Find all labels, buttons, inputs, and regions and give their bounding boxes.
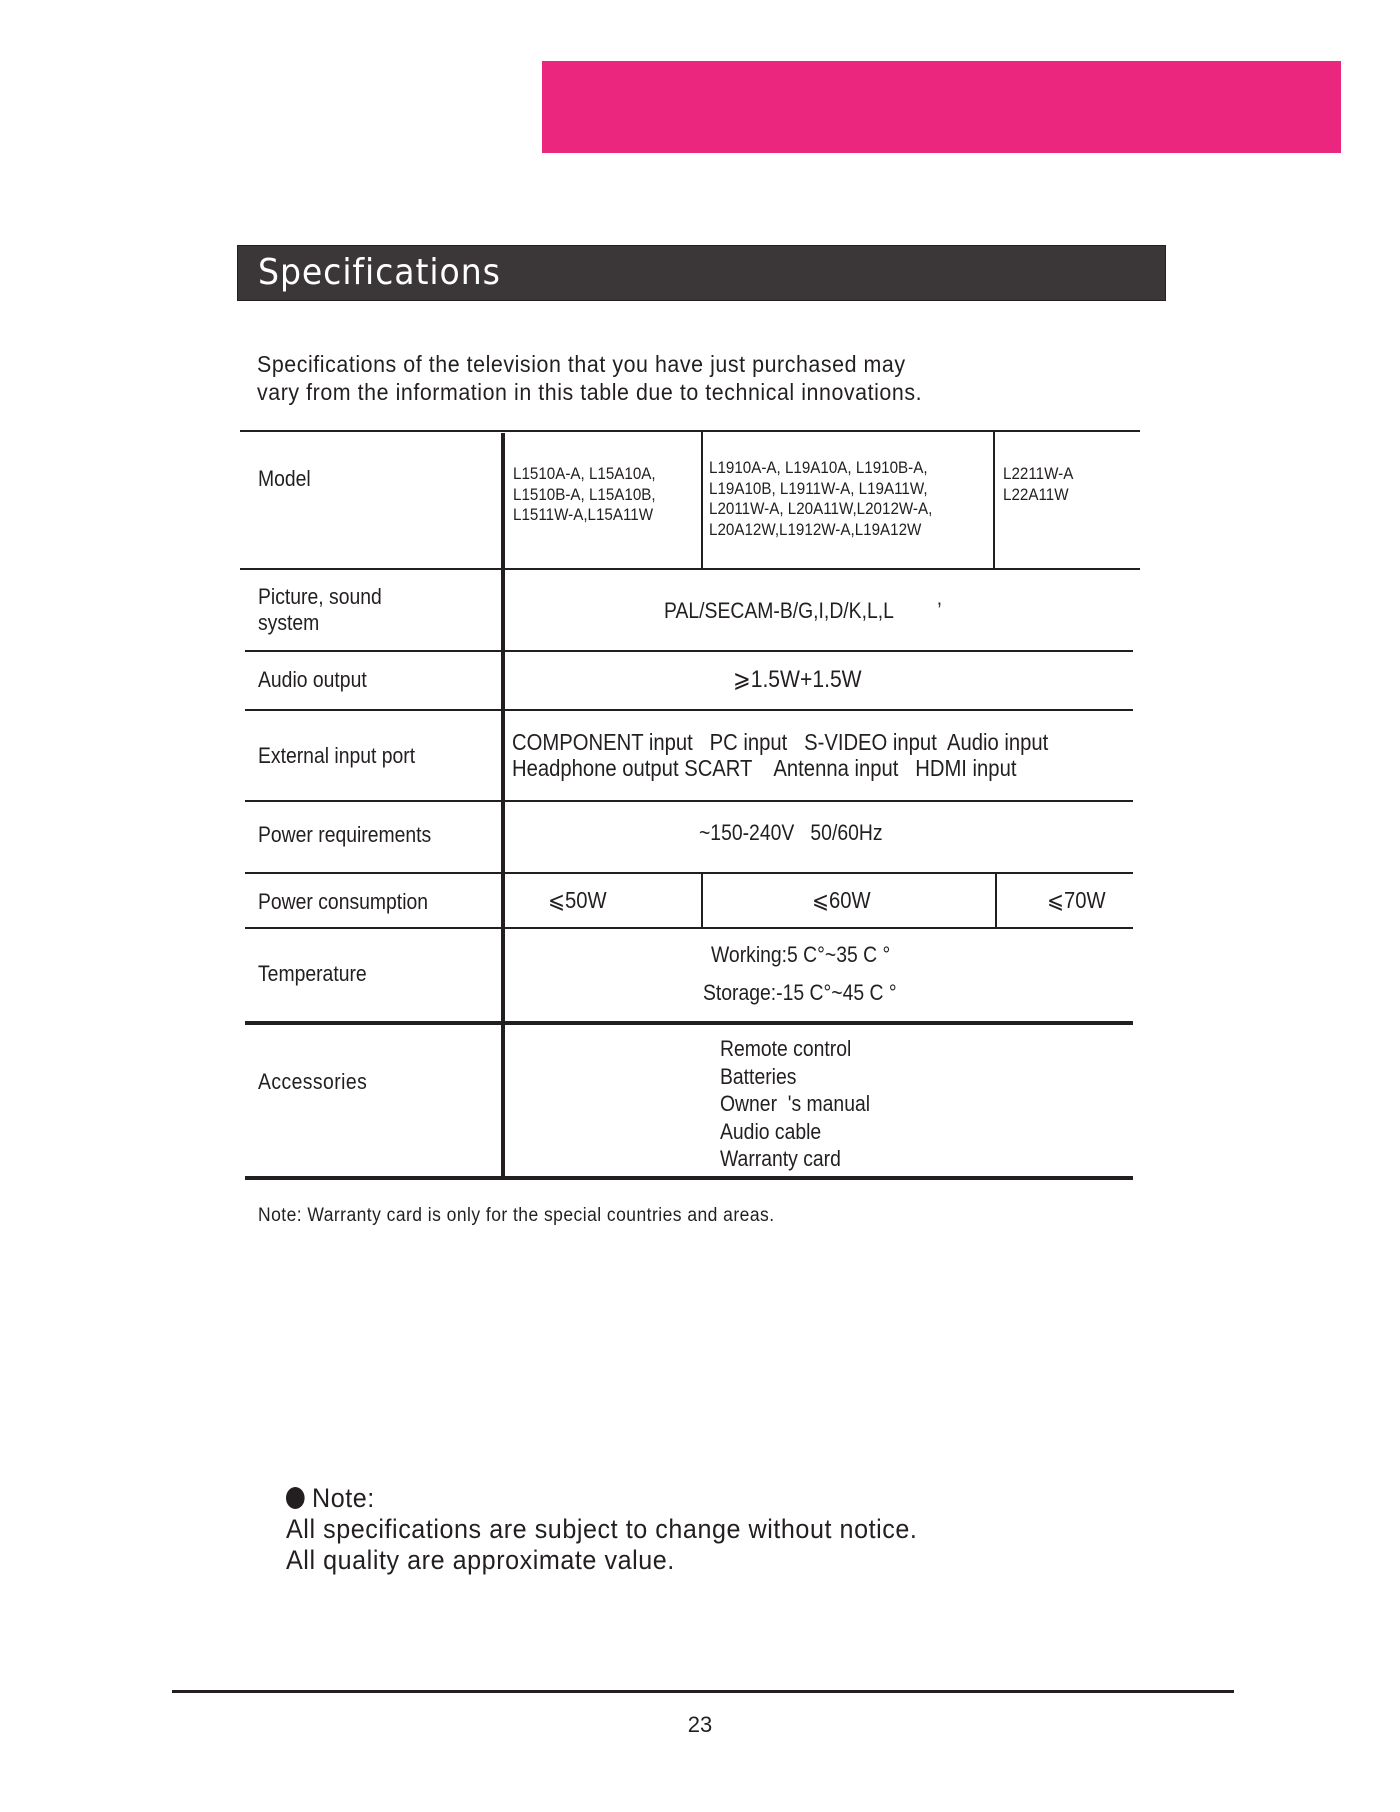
table-rule [240, 568, 1140, 570]
note-heading-text: Note: [312, 1483, 375, 1513]
warranty-note: Note: Warranty card is only for the special countries and areas. [258, 1205, 775, 1226]
model-cell-15in [513, 464, 656, 526]
table-rule [245, 650, 1133, 652]
intro-line: Specifications of the television that you have just purchased may [257, 351, 906, 377]
power-consumption-19-20in: ⩽60W [812, 887, 871, 913]
page-number: 23 [687, 1712, 713, 1737]
bullet-icon [286, 1487, 305, 1509]
accessory-item: Remote control [720, 1036, 852, 1061]
power-consumption-15in: ⩽50W [548, 887, 607, 913]
table-divider [701, 431, 703, 569]
row-label-accessories: Accessories [258, 1069, 368, 1094]
table-divider [993, 431, 995, 569]
table-rule [245, 709, 1133, 711]
table-rule [245, 800, 1133, 802]
accessory-item: Audio cable [720, 1118, 822, 1144]
row-label-model: Model [258, 466, 311, 491]
header-accent-bar [542, 61, 1341, 153]
table-divider-thick [501, 433, 505, 1180]
table-divider [701, 873, 703, 928]
model-line: L22A11W [1003, 485, 1069, 504]
bottom-note [286, 1483, 917, 1576]
note-line: All specifications are subject to change without notice. [286, 1514, 918, 1544]
power-requirements-value: ~150-240V 50/60Hz [699, 820, 883, 845]
accessories-list [720, 1035, 870, 1173]
model-line: L20A12W,L1912W-A,L19A12W [709, 520, 922, 539]
note-line: All quality are approximate value. [286, 1545, 675, 1575]
row-label-external-input: External input port [258, 743, 416, 768]
label-line: Picture, sound [258, 584, 382, 609]
accessory-item: Warranty card [720, 1146, 841, 1171]
row-label-power-requirements: Power requirements [258, 822, 432, 847]
model-cell-22in [1003, 464, 1073, 505]
model-line: L19A10B, L1911W-A, L19A11W, [709, 479, 928, 498]
external-input-value [512, 729, 1048, 781]
intro-line: vary from the information in this table due to technical innovations. [257, 379, 923, 405]
page-title: Specifications [258, 252, 501, 293]
row-label-picture-sound [258, 584, 382, 636]
external-input-line: Headphone output SCART Antenna input HDMI input [512, 755, 1017, 781]
row-label-power-consumption: Power consumption [258, 889, 429, 914]
model-line: L2011W-A, L20A11W,L2012W-A, [709, 500, 933, 518]
intro-paragraph [257, 350, 1094, 406]
model-line: L1510A-A, L15A10A, [513, 465, 656, 483]
table-rule-thick [245, 1021, 1133, 1025]
row-label-temperature: Temperature [258, 961, 367, 986]
model-line: L1511W-A,L15A11W [513, 506, 654, 524]
temperature-storage: Storage:-15 C°~45 C ° [703, 980, 897, 1005]
picture-sound-text: PAL/SECAM-B/G,I,D/K,L,L [664, 598, 894, 623]
table-rule [245, 872, 1133, 874]
temperature-working: Working:5 C°~35 C ° [711, 942, 891, 967]
accessory-item: Owner 's manual [720, 1091, 871, 1116]
picture-sound-suffix: ’ [937, 598, 942, 623]
table-rule [240, 430, 1140, 432]
external-input-line: COMPONENT input PC input S-VIDEO input Audio input [512, 729, 1049, 755]
note-heading [286, 1483, 917, 1514]
section-header [237, 245, 1166, 301]
model-line: L2211W-A [1003, 465, 1074, 483]
table-divider [995, 873, 997, 928]
picture-sound-value [664, 598, 942, 624]
model-line: L1510B-A, L15A10B, [513, 485, 656, 504]
table-rule-thick [245, 1176, 1133, 1180]
power-consumption-22in: ⩽70W [1047, 887, 1106, 913]
model-line: L1910A-A, L19A10A, L1910B-A, [709, 459, 928, 477]
table-rule [245, 927, 1133, 929]
accessory-item: Batteries [720, 1063, 797, 1089]
footer-rule [172, 1690, 1234, 1693]
model-cell-19-20in [709, 458, 932, 540]
row-label-audio-output: Audio output [258, 667, 367, 692]
audio-output-value: ⩾1.5W+1.5W [733, 666, 862, 693]
label-line: system [258, 610, 320, 635]
